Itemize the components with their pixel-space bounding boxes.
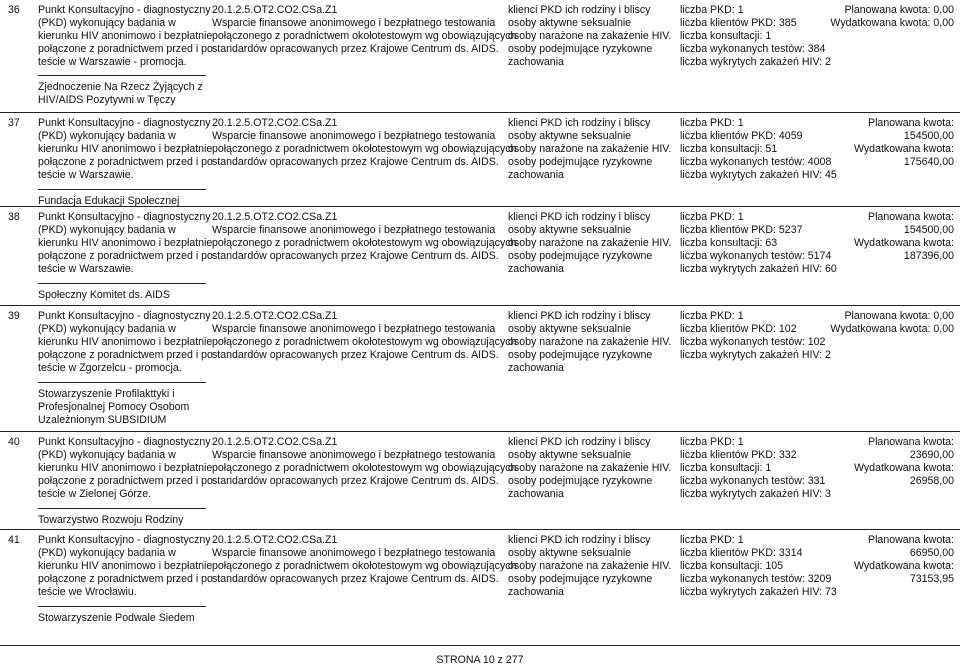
indicators: liczba PKD: 1 liczba klientów PKD: 102 liczba wykonanych testów: 102 liczba wykrytych zakażeń HIV: 2 bbox=[680, 310, 831, 362]
row-number: 36 bbox=[8, 4, 20, 16]
page-footer: STRONA 10 z 277 bbox=[436, 654, 524, 666]
target-group: klienci PKD ich rodziny i bliscy osoby aktywne seksualnie osoby narażone na zakażenie HIV. osoby podejmujące ryzykowne zachowania bbox=[508, 310, 672, 375]
organization: Towarzystwo Rozwoju Rodziny bbox=[38, 508, 206, 527]
task-name: Punkt Konsultacyjno - diagnostyczny (PKD) wykonujący badania w kierunku HIV anonimowo i bezpłatnie połączone z poradnictwem przed i po teście w Warszawie - promocja. bbox=[38, 4, 213, 69]
task-name: Punkt Konsultacyjno - diagnostyczny (PKD) wykonujący badania w kierunku HIV anonimowo i bezpłatnie połączone z poradnictwem przed i po teście w Warszawie. bbox=[38, 117, 213, 182]
task-name: Punkt Konsultacyjno - diagnostyczny (PKD) wykonujący badania w kierunku HIV anonimowo i bezpłatnie połączone z poradnictwem przed i po teście we Wrocławiu. bbox=[38, 534, 213, 599]
indicators: liczba PKD: 1 liczba klientów PKD: 385 liczba konsultacji: 1 liczba wykonanych testów: 384 liczba wykrytych zakażeń HIV: 2 bbox=[680, 4, 831, 69]
row-number: 37 bbox=[8, 117, 20, 129]
table-row bbox=[0, 305, 960, 432]
amounts: Planowana kwota: 154500,00 Wydatkowana kwota: 175640,00 bbox=[853, 117, 954, 169]
target-group: klienci PKD ich rodziny i bliscy osoby aktywne seksualnie osoby narażone na zakażenie HIV. osoby podejmujące ryzykowne zachowania bbox=[508, 4, 672, 69]
organization: Stowarzyszenie Podwale Siedem bbox=[38, 606, 206, 625]
task-name: Punkt Konsultacyjno - diagnostyczny (PKD) wykonujący badania w kierunku HIV anonimowo i bezpłatnie połączone z poradnictwem przed i po teście w Warszawie. bbox=[38, 211, 213, 276]
amounts: Planowana kwota: 23690,00 Wydatkowana kwota: 26958,00 bbox=[853, 436, 954, 488]
indicators: liczba PKD: 1 liczba klientów PKD: 3314 liczba konsultacji: 105 liczba wykonanych testów: 3209 liczba wykrytych zakażeń HIV: 73 bbox=[680, 534, 837, 599]
table-row bbox=[0, 431, 960, 530]
table-bottom-border bbox=[0, 645, 960, 646]
table-row bbox=[0, 112, 960, 207]
table-row bbox=[0, 529, 960, 646]
row-number: 41 bbox=[8, 534, 20, 546]
target-group: klienci PKD ich rodziny i bliscy osoby aktywne seksualnie osoby narażone na zakażenie HIV. osoby podejmujące ryzykowne zachowania bbox=[508, 211, 672, 276]
amounts: Planowana kwota: 0,00 Wydatkowana kwota: 0,00 bbox=[830, 310, 954, 336]
table-row bbox=[0, 0, 960, 112]
task-code-description: 20.1.2.5.OT2.CO2.CSa.Z1 Wsparcie finansowe anonimowego i bezpłatnego testowania połączonego z poradnictwem okołotestowym wg obowiązujących standardów opracowanych przez Krajowe Centrum ds. AIDS. bbox=[212, 211, 517, 263]
amounts: Planowana kwota: 66950,00 Wydatkowana kwota: 73153,95 bbox=[853, 534, 954, 586]
organization: Stowarzyszenie Profilakttyki i Profesjonalnej Pomocy Osobom Uzależnionym SUBSIDIUM bbox=[38, 382, 206, 427]
indicators: liczba PKD: 1 liczba klientów PKD: 332 liczba konsultacji: 1 liczba wykonanych testów: 331 liczba wykrytych zakażeń HIV: 3 bbox=[680, 436, 831, 501]
target-group: klienci PKD ich rodziny i bliscy osoby aktywne seksualnie osoby narażone na zakażenie HIV. osoby podejmujące ryzykowne zachowania bbox=[508, 534, 672, 599]
task-code-description: 20.1.2.5.OT2.CO2.CSa.Z1 Wsparcie finansowe anonimowego i bezpłatnego testowania połączonego z poradnictwem okołotestowym wg obowiązujących standardów opracowanych przez Krajowe Centrum ds. AIDS. bbox=[212, 310, 517, 362]
organization: Społeczny Komitet ds. AIDS bbox=[38, 283, 206, 302]
target-group: klienci PKD ich rodziny i bliscy osoby aktywne seksualnie osoby narażone na zakażenie HIV. osoby podejmujące ryzykowne zachowania bbox=[508, 436, 672, 501]
target-group: klienci PKD ich rodziny i bliscy osoby aktywne seksualnie osoby narażone na zakażenie HIV. osoby podejmujące ryzykowne zachowania bbox=[508, 117, 672, 182]
table-row bbox=[0, 206, 960, 306]
row-number: 39 bbox=[8, 310, 20, 322]
task-code-description: 20.1.2.5.OT2.CO2.CSa.Z1 Wsparcie finansowe anonimowego i bezpłatnego testowania połączonego z poradnictwem okołotestowym wg obowiązujących standardów opracowanych przez Krajowe Centrum ds. AIDS. bbox=[212, 4, 517, 56]
task-name: Punkt Konsultacyjno - diagnostyczny (PKD) wykonujący badania w kierunku HIV anonimowo i bezpłatnie połączone z poradnictwem przed i po teście w Zgorzelcu - promocja. bbox=[38, 310, 213, 375]
task-code-description: 20.1.2.5.OT2.CO2.CSa.Z1 Wsparcie finansowe anonimowego i bezpłatnego testowania połączonego z poradnictwem okołotestowym wg obowiązujących standardów opracowanych przez Krajowe Centrum ds. AIDS. bbox=[212, 117, 517, 169]
row-number: 40 bbox=[8, 436, 20, 448]
indicators: liczba PKD: 1 liczba klientów PKD: 4059 liczba konsultacji: 51 liczba wykonanych testów: 4008 liczba wykrytych zakażeń HIV: 45 bbox=[680, 117, 837, 182]
amounts: Planowana kwota: 154500,00 Wydatkowana kwota: 187396,00 bbox=[853, 211, 954, 263]
organization: Zjednoczenie Na Rzecz Żyjących z HIV/AIDS Pozytywni w Tęczy bbox=[38, 75, 206, 107]
task-name: Punkt Konsultacyjno - diagnostyczny (PKD) wykonujący badania w kierunku HIV anonimowo i bezpłatnie połączone z poradnictwem przed i po teście w Zielonej Górze. bbox=[38, 436, 213, 501]
task-code-description: 20.1.2.5.OT2.CO2.CSa.Z1 Wsparcie finansowe anonimowego i bezpłatnego testowania połączonego z poradnictwem okołotestowym wg obowiązujących standardów opracowanych przez Krajowe Centrum ds. AIDS. bbox=[212, 534, 517, 586]
row-number: 38 bbox=[8, 211, 20, 223]
amounts: Planowana kwota: 0,00 Wydatkowana kwota: 0,00 bbox=[830, 4, 954, 30]
task-code-description: 20.1.2.5.OT2.CO2.CSa.Z1 Wsparcie finansowe anonimowego i bezpłatnego testowania połączonego z poradnictwem okołotestowym wg obowiązujących standardów opracowanych przez Krajowe Centrum ds. AIDS. bbox=[212, 436, 517, 488]
indicators: liczba PKD: 1 liczba klientów PKD: 5237 liczba konsultacji: 63 liczba wykonanych testów: 5174 liczba wykrytych zakażeń HIV: 60 bbox=[680, 211, 837, 276]
organization: Fundacja Edukacji Społecznej bbox=[38, 189, 206, 208]
